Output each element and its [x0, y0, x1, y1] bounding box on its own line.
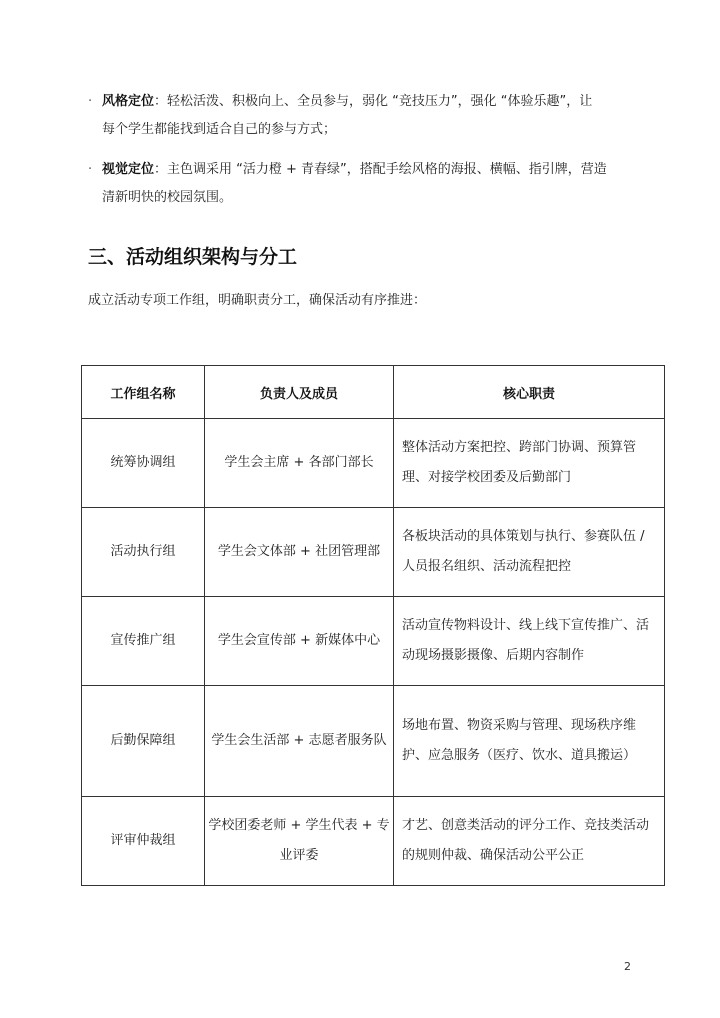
header-duties: 核心职责 [394, 366, 665, 419]
table-row [82, 686, 665, 797]
cell-group-name: 评审仲裁组 [82, 797, 205, 886]
header-members: 负责人及成员 [205, 366, 394, 419]
cell-group-name: 统筹协调组 [82, 419, 205, 508]
bullet-title: 视觉定位 [102, 162, 155, 177]
cell-duties: 各板块活动的具体策划与执行、参赛队伍 / 人员报名组织、活动流程把控 [394, 508, 665, 597]
table-row [82, 508, 665, 597]
cell-duties: 整体活动方案把控、跨部门协调、预算管 理、对接学校团委及后勤部门 [394, 419, 665, 508]
cell-group-name: 活动执行组 [82, 508, 205, 597]
cell-duties: 活动宣传物料设计、线上线下宣传推广、活 动现场摄影摄像、后期内容制作 [394, 597, 665, 686]
section-intro: 成立活动专项工作组，明确职责分工，确保活动有序推进： [88, 293, 427, 308]
bullet-text-continued: 清新明快的校园氛围。 [102, 190, 233, 205]
cell-duties: 才艺、创意类活动的评分工作、竞技类活动 的规则仲裁、确保活动公平公正 [394, 797, 665, 886]
bullet-dot-icon: · [88, 162, 93, 177]
cell-group-name: 宣传推广组 [82, 597, 205, 686]
bullet-visual-positioning [88, 156, 648, 212]
organization-table [81, 365, 665, 886]
bullet-dot-icon: · [88, 94, 93, 109]
bullet-text-continued: 每个学生都能找到适合自己的参与方式； [102, 122, 337, 137]
cell-members: 学生会主席 + 各部门部长 [205, 419, 394, 508]
table-header-row [82, 366, 665, 419]
section-heading: 三、活动组织架构与分工 [88, 246, 298, 268]
cell-duties: 场地布置、物资采购与管理、现场秩序维 护、应急服务（医疗、饮水、道具搬运） [394, 686, 665, 797]
cell-group-name: 后勤保障组 [82, 686, 205, 797]
bullet-title: 风格定位 [102, 94, 155, 109]
cell-members: 学生会文体部 + 社团管理部 [205, 508, 394, 597]
cell-members: 学生会宣传部 + 新媒体中心 [205, 597, 394, 686]
bullet-text: ：轻松活泼、积极向上、全员参与，弱化 “竞技压力”，强化 “体验乐趣”，让 [154, 94, 593, 109]
page-number: 2 [624, 960, 631, 973]
header-group-name: 工作组名称 [82, 366, 205, 419]
bullet-style-positioning [88, 88, 648, 144]
table-row [82, 797, 665, 886]
cell-members: 学生会生活部 + 志愿者服务队 [205, 686, 394, 797]
table-row [82, 597, 665, 686]
cell-members: 学校团委老师 + 学生代表 + 专 业评委 [205, 797, 394, 886]
table-row [82, 419, 665, 508]
bullet-text: ：主色调采用 “活力橙 + 青春绿”，搭配手绘风格的海报、横幅、指引牌，营造 [154, 162, 607, 177]
